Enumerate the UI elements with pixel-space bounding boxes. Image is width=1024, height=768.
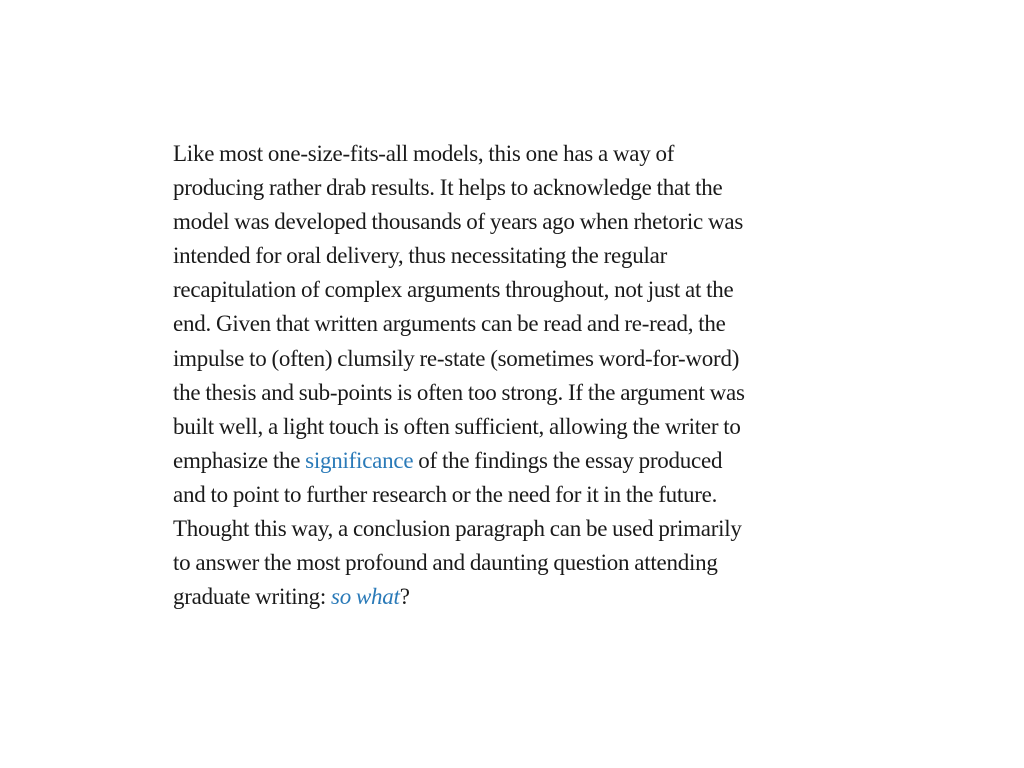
paragraph-line: recapitulation of complex arguments throughout, not just at the (173, 277, 734, 303)
question-mark: ? (399, 584, 410, 610)
paragraph-line: and to point to further research or the need for it in the future. (173, 481, 718, 507)
line-text-after: of the findings the essay produced (413, 447, 723, 473)
paragraph-line: Like most one-size-fits-all models, this one has a way of (173, 141, 675, 166)
paragraph-line: the thesis and sub-points is often too strong. If the argument was (173, 379, 745, 405)
paragraph-line: impulse to (often) clumsily re-state (sometimes word-for-word) (173, 345, 740, 371)
paragraph-line-significance (173, 444, 908, 478)
line-text-before: graduate writing: (173, 584, 332, 610)
line-text-before: emphasize the (173, 447, 306, 473)
paragraph-line: end. Given that written arguments can be read and re-read, the (173, 311, 726, 337)
paragraph-line: model was developed thousands of years ago when rhetoric was (173, 209, 744, 235)
paragraph-line: producing rather drab results. It helps to acknowledge that the (173, 175, 723, 201)
conclusion-paragraph (173, 137, 908, 614)
paragraph-line: to answer the most profound and daunting question attending (173, 550, 718, 576)
so-what-emphasis: so what (331, 584, 400, 610)
paragraph-line-final (173, 580, 908, 614)
paragraph-line: intended for oral delivery, thus necessitating the regular (173, 243, 667, 269)
paragraph-line: built well, a light touch is often sufficient, allowing the writer to (173, 413, 741, 439)
paragraph-line: Thought this way, a conclusion paragraph can be used primarily (173, 516, 742, 542)
significance-highlight: significance (305, 447, 414, 473)
